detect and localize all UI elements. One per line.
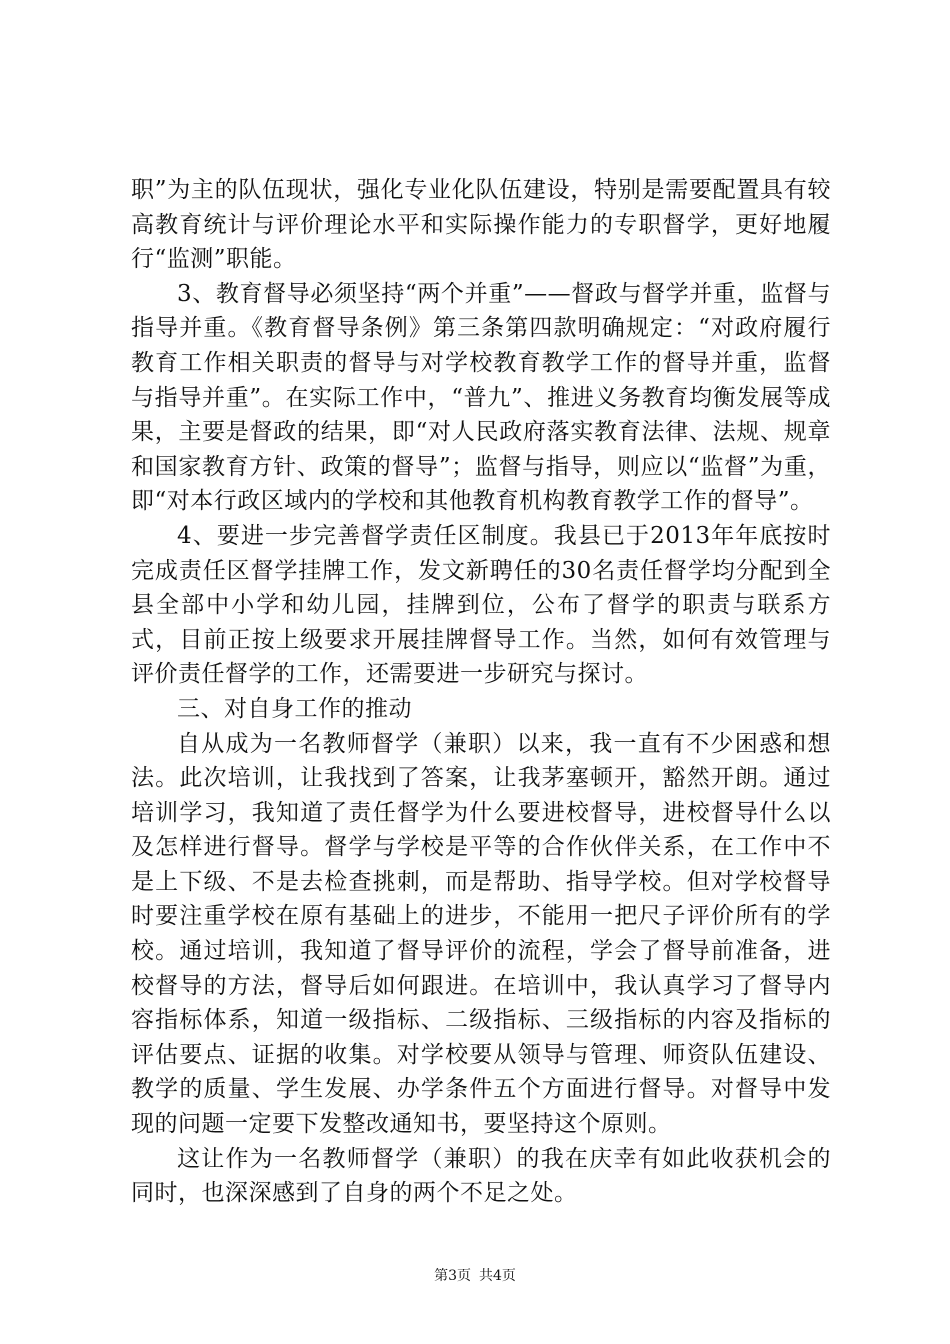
paragraph-point-3: 3、教育督导必须坚持“两个并重”——督政与督学并重，监督与指导并重。《教育督导条例》第三条第四款明确规定：“对政府履行教育工作相关职责的督导与对学校教育教学工作的督导并重，监督与指导并重”。在实际工作中，“普九”、推进义务教育均衡发展等成果，主要是督政的结果，即“对人民政府落实教育法律、法规、规章和国家教育方针、政策的督导”；监督与指导，则应以“监督”为重，即“对本行政区域内的学校和其他教育机构教育教学工作的督导”。 [131,280,831,515]
paragraph-continued: 职”为主的队伍现状，强化专业化队伍建设，特别是需要配置具有较高教育统计与评价理论水平和实际操作能力的专职督学，更好地履行“监测”职能。 [131,177,831,273]
section-heading: 三、对自身工作的推动 [177,695,412,722]
paragraph-self-work: 自从成为一名教师督学（兼职）以来，我一直有不少困惑和想法。此次培训，让我找到了答案，让我茅塞顿开，豁然开朗。通过培训学习，我知道了责任督学为什么要进校督导，进校督导什么以及怎样进行督导。督学与学校是平等的合作伙伴关系，在工作中不是上下级、不是去检查挑刺，而是帮助、指导学校。但对学校督导时要注重学校在原有基础上的进步，不能用一把尺子评价所有的学校。通过培训，我知道了督导评价的流程，学会了督导前准备，进校督导的方法，督导后如何跟进。在培训中，我认真学习了督导内容指标体系，知道一级指标、二级指标、三级指标的内容及指标的评估要点、证据的收集。对学校要从领导与管理、师资队伍建设、教学的质量、学生发展、办学条件五个方面进行督导。对督导中发现的问题一定要下发整改通知书，要坚持这个原则。 [131,730,831,1138]
page-footer [0,1266,950,1286]
paragraph-closing: 这让作为一名教师督学（兼职）的我在庆幸有如此收获机会的同时，也深深感到了自身的两个不足之处。 [131,1145,831,1207]
page-number-current: 第3页 [434,1268,471,1284]
document-body [131,173,831,1211]
page-number-total: 共4页 [479,1268,516,1284]
paragraph-point-4: 4、要进一步完善督学责任区制度。我县已于2013年年底按时完成责任区督学挂牌工作，发文新聘任的30名责任督学均分配到全县全部中小学和幼儿园，挂牌到位，公布了督学的职责与联系方式，目前正按上级要求开展挂牌督导工作。当然，如何有效管理与评价责任督学的工作，还需要进一步研究与探讨。 [131,522,831,688]
